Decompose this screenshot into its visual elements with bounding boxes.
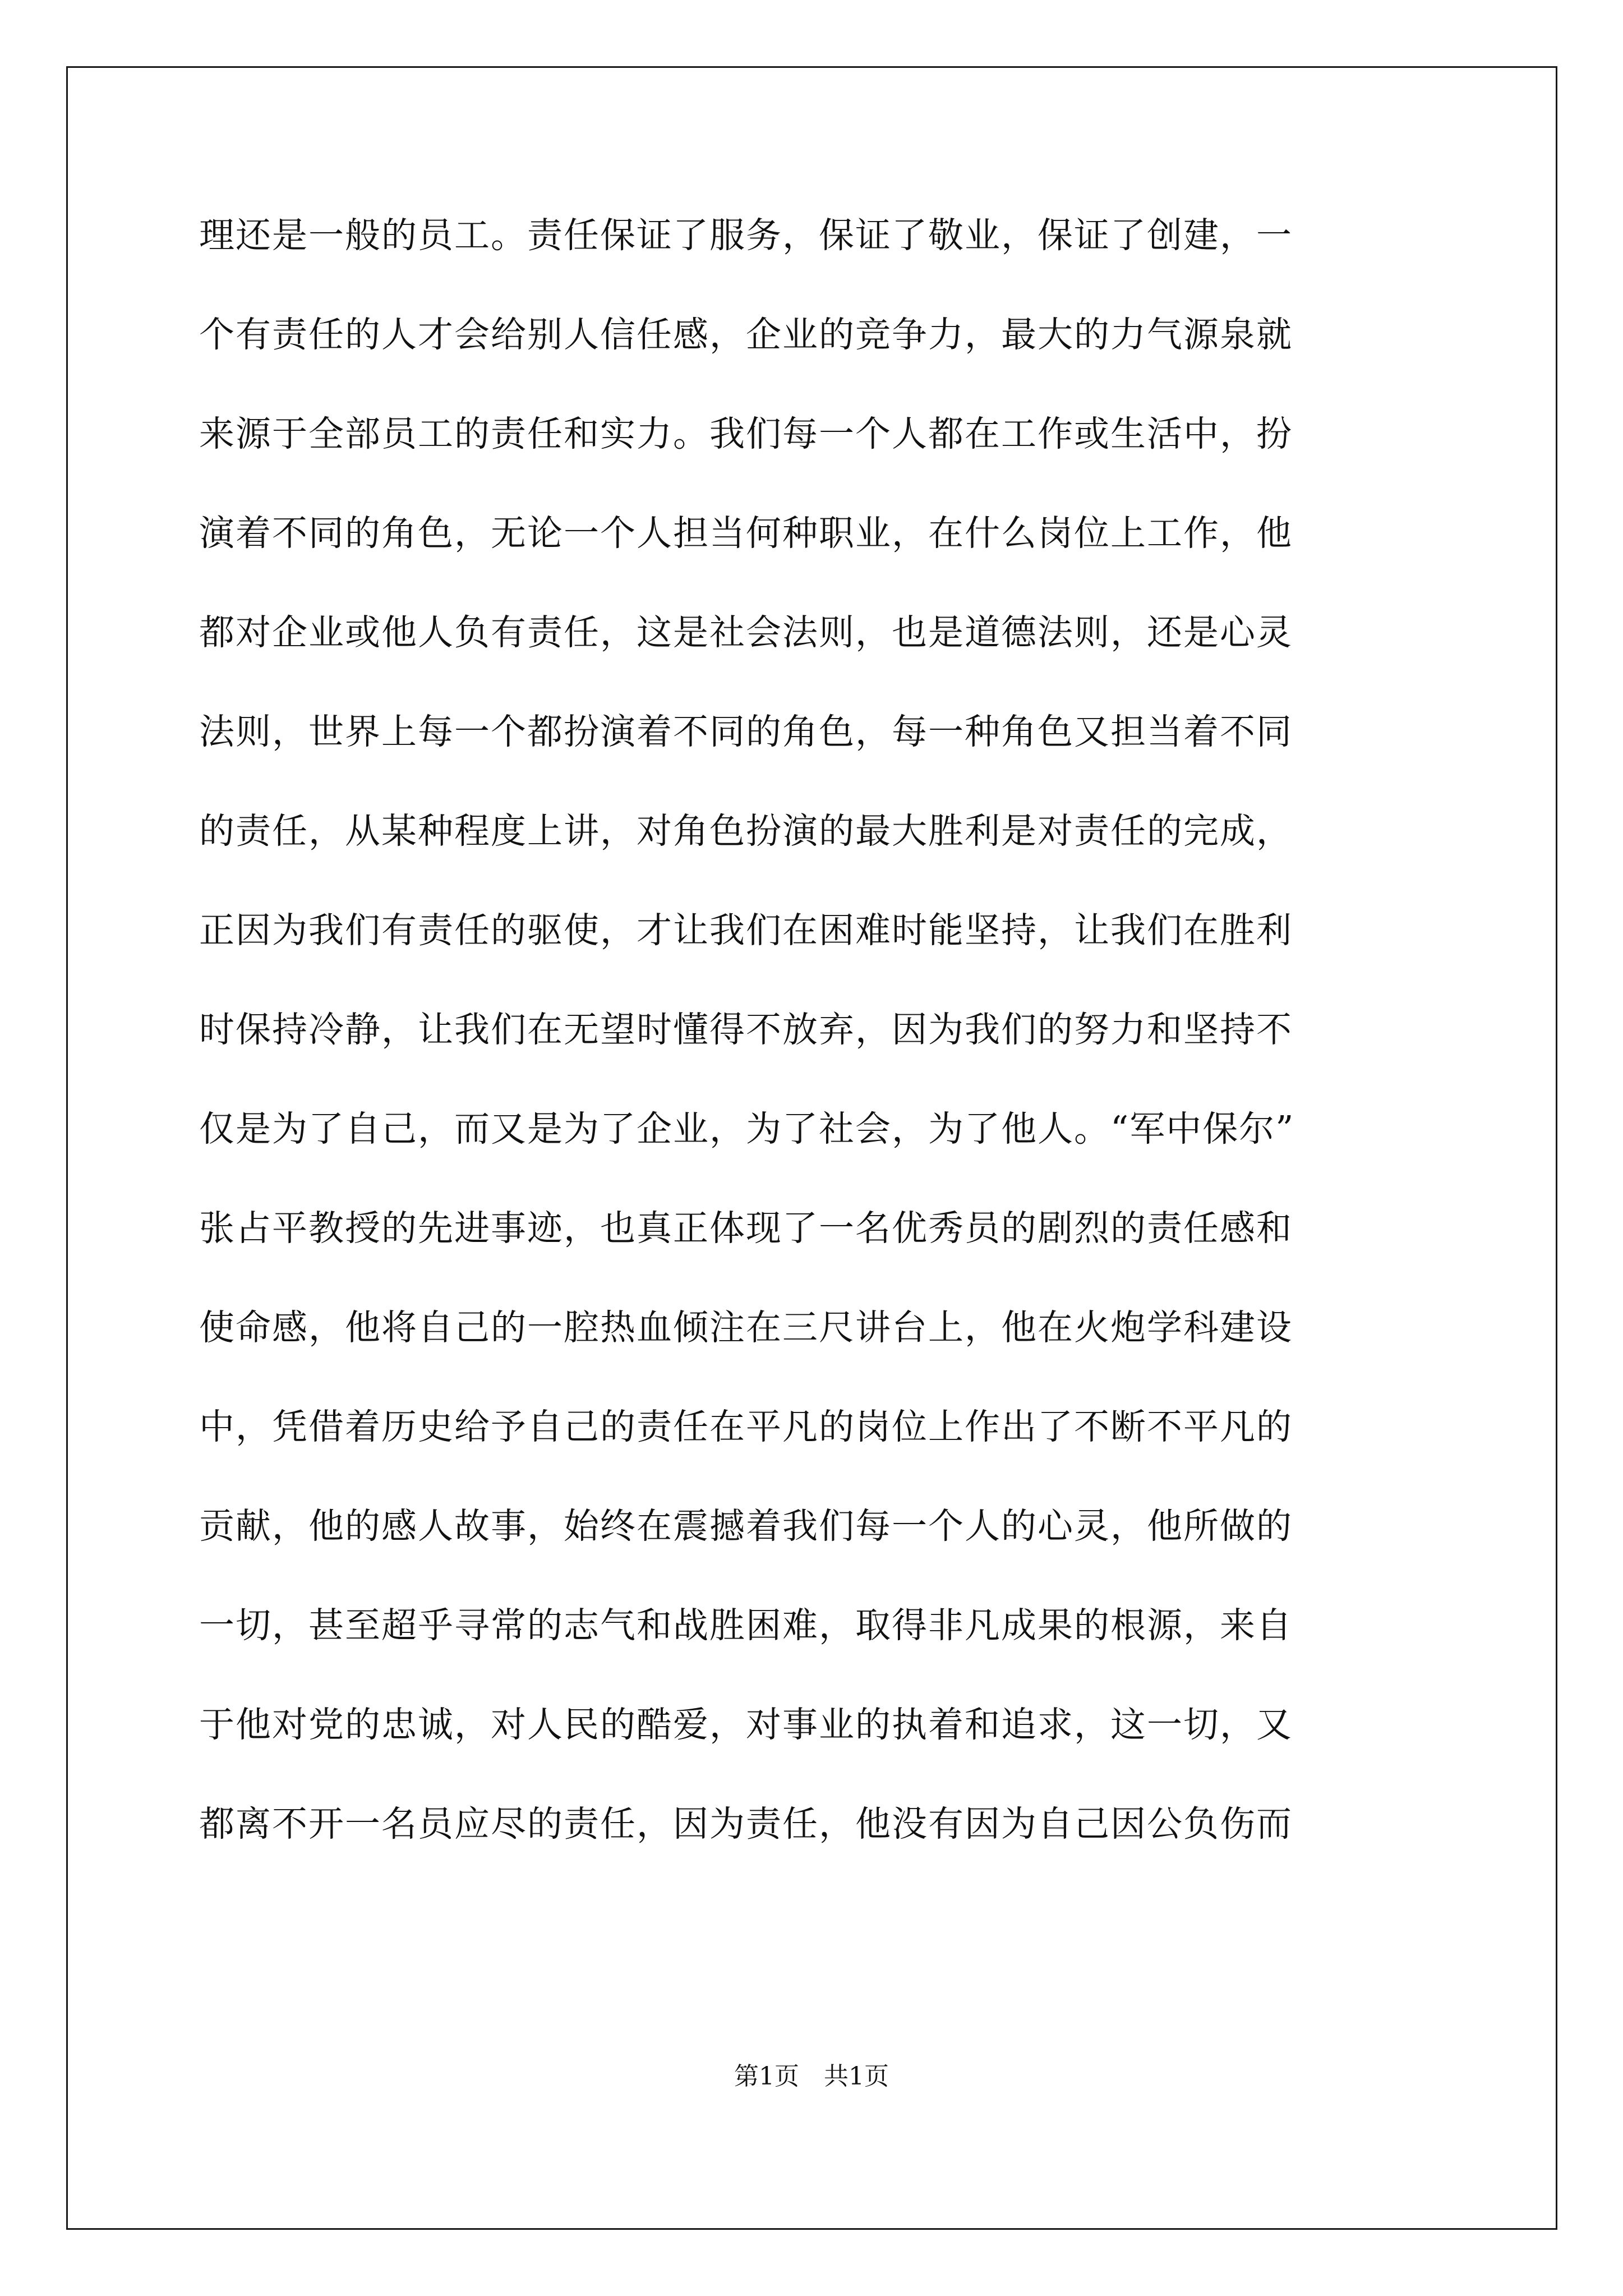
text-line-12: 使命感，他将自己的一腔热血倾注在三尺讲台上，他在火炮学科建设 [199, 1307, 1293, 1348]
text-line-15: 一切，甚至超乎寻常的志气和战胜困难，取得非凡成果的根源，来自 [199, 1605, 1293, 1646]
text-line-4: 演着不同的角色，无论一个人担当何种职业，在什么岗位上工作，他 [199, 513, 1293, 554]
text-line-5: 都对企业或他人负有责任，这是社会法则，也是道德法则，还是心灵 [199, 612, 1293, 653]
text-line-14: 贡献，他的感人故事，始终在震撼着我们每一个人的心灵，他所做的 [199, 1506, 1293, 1547]
text-line-2: 个有责任的人才会给别人信任感，企业的竞争力，最大的力气源泉就 [199, 314, 1293, 355]
page-number-footer: 第1页 共1页 [734, 2062, 889, 2091]
body-text [199, 208, 1433, 1895]
text-line-8: 正因为我们有责任的驱使，才让我们在困难时能坚持，让我们在胜利 [199, 910, 1293, 951]
text-line-1: 理还是一般的员工。责任保证了服务，保证了敬业，保证了创建，一 [199, 215, 1293, 256]
text-line-16: 于他对党的忠诚，对人民的酷爱，对事业的执着和追求，这一切，又 [199, 1704, 1293, 1745]
text-line-13: 中，凭借着历史给予自己的责任在平凡的岗位上作出了不断不平凡的 [199, 1406, 1293, 1447]
text-line-9: 时保持冷静，让我们在无望时懂得不放弃，因为我们的努力和坚持不 [199, 1009, 1293, 1050]
text-line-3: 来源于全部员工的责任和实力。我们每一个人都在工作或生活中，扮 [199, 413, 1293, 454]
text-line-17: 都离不开一名员应尽的责任，因为责任，他没有因为自己因公负伤而 [199, 1803, 1293, 1844]
text-line-10: 仅是为了自己，而又是为了企业，为了社会，为了他人。“军中保尔” [199, 1108, 1295, 1149]
text-line-7: 的责任，从某种程度上讲，对角色扮演的最大胜利是对责任的完成， [199, 811, 1293, 852]
text-line-11: 张占平教授的先进事迹，也真正体现了一名优秀员的剧烈的责任感和 [199, 1208, 1293, 1249]
text-line-6: 法则，世界上每一个都扮演着不同的角色，每一种角色又担当着不同 [199, 711, 1293, 752]
